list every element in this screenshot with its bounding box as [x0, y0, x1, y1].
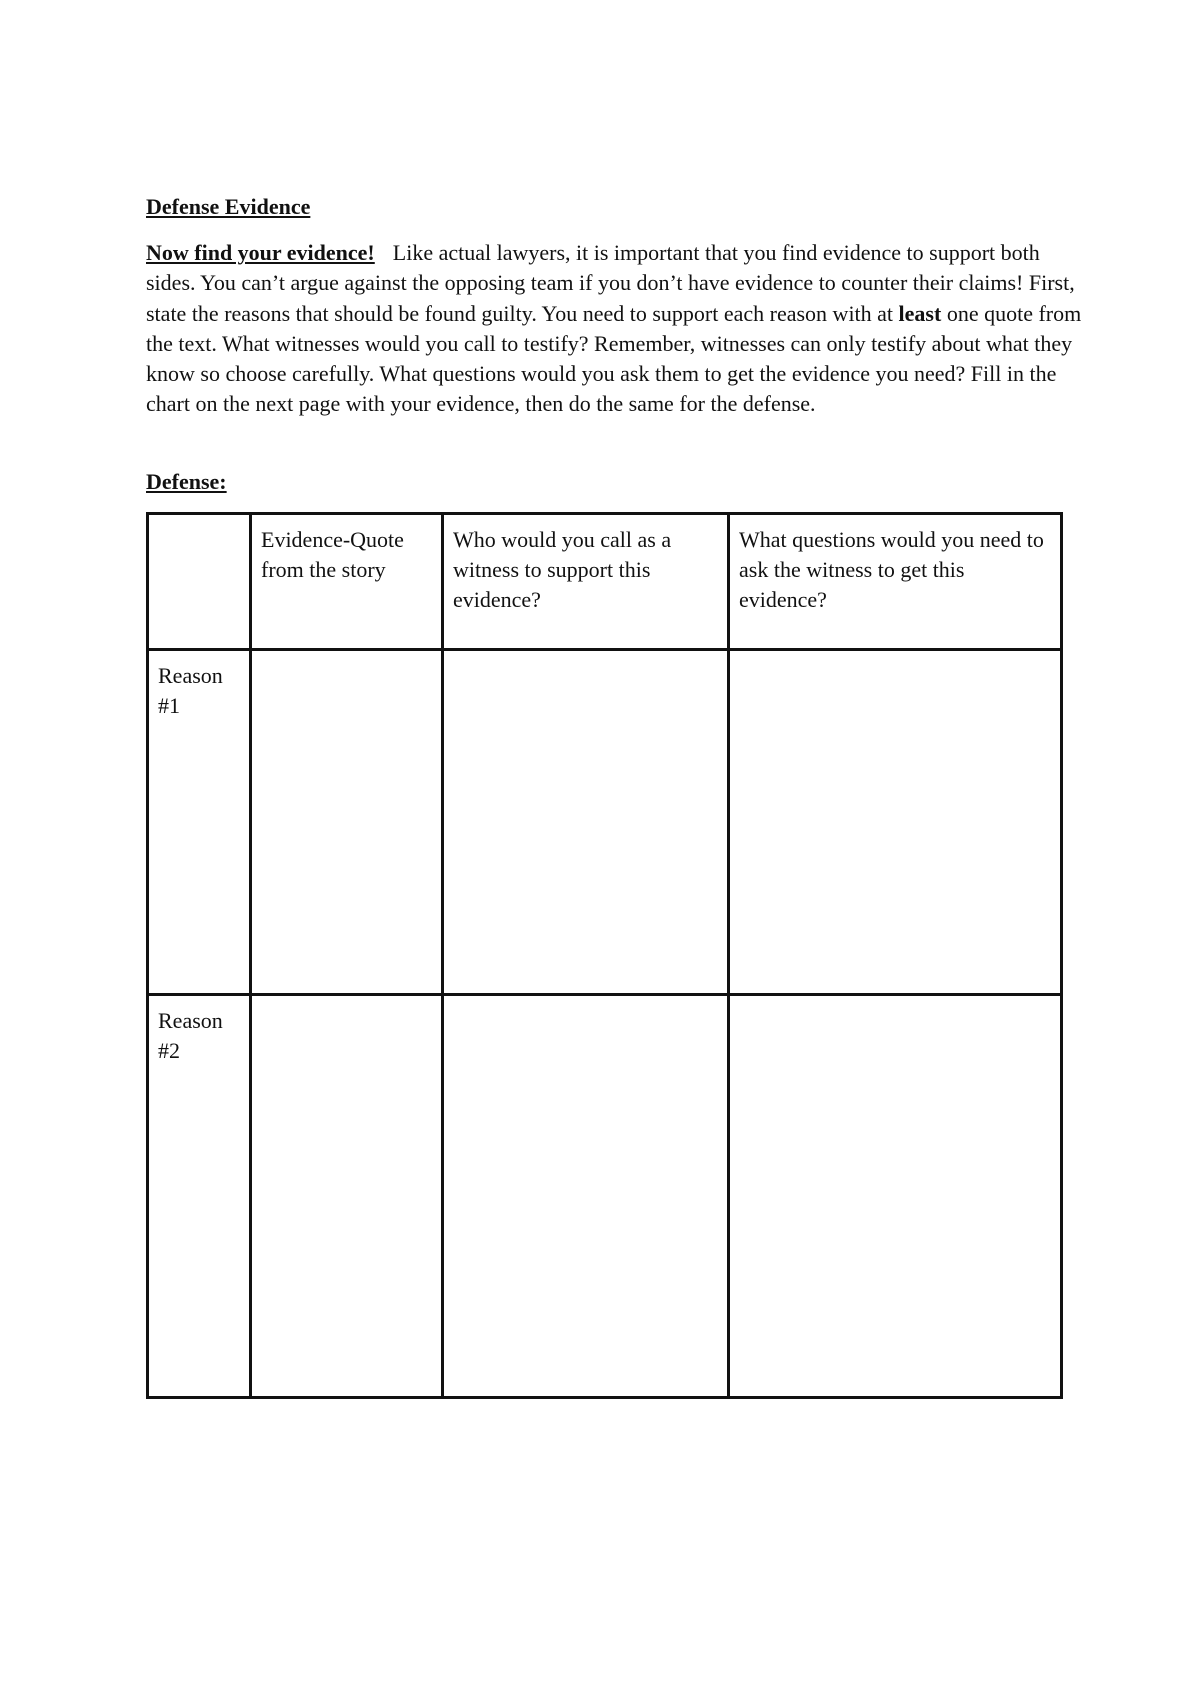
instructions-text-part-1: Like actual lawyers, it is important that you find evidence to support both sides. You can’t argue against the opposing team if you don’t have evidence to counter their claims! First, state the reasons that should be found guilty. You need to support each reason with at: [146, 240, 1075, 326]
cell-reason-1-evidence[interactable]: [251, 650, 443, 995]
cell-reason-1-questions[interactable]: [729, 650, 1062, 995]
section-label-defense: Defense:: [146, 469, 227, 494]
page-heading: Defense Evidence: [146, 194, 311, 219]
row-label-reason-1: Reason #1: [148, 650, 251, 995]
header-cell-corner: [148, 514, 251, 650]
table-row-reason-1: [148, 650, 1062, 995]
table-header-row: [148, 514, 1062, 650]
instructions-paragraph: [146, 238, 1086, 420]
instructions-lead: Now find your evidence!: [146, 240, 375, 265]
instructions-text-part-2: one quote from the text. What witnesses would you call to testify? Remember, witnesses can only testify about what they know so choose carefully. What questions would you ask them to get the evidence you need? Fill in the chart on the next page with your evidence, then do the same for the defense.: [146, 300, 1082, 417]
cell-reason-2-questions[interactable]: [729, 995, 1062, 1398]
cell-reason-1-witness[interactable]: [443, 650, 729, 995]
cell-reason-2-witness[interactable]: [443, 995, 729, 1398]
evidence-table: [146, 512, 1063, 1399]
header-cell-witness: Who would you call as a witness to support this evidence?: [443, 514, 729, 650]
header-cell-questions: What questions would you need to ask the witness to get this evidence?: [729, 514, 1062, 650]
instructions-bold-word: least: [898, 300, 942, 326]
header-cell-evidence-quote: Evidence-Quote from the story: [251, 514, 443, 650]
cell-reason-2-evidence[interactable]: [251, 995, 443, 1398]
row-label-reason-2: Reason #2: [148, 995, 251, 1398]
table-row-reason-2: [148, 995, 1062, 1398]
